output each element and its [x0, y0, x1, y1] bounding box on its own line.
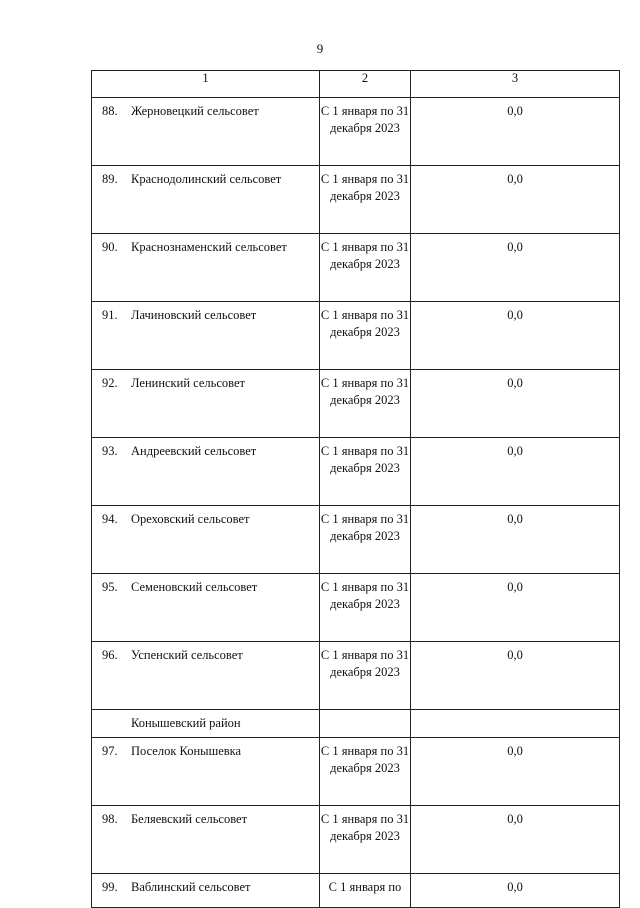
- name-cell: [92, 642, 320, 710]
- column-header-3: 3: [411, 71, 620, 98]
- municipality-name: Поселок Конышевка: [131, 744, 242, 758]
- municipality-name: Беляевский сельсовет: [131, 812, 248, 826]
- period-cell: С 1 января по 31 декабря 2023: [320, 806, 411, 874]
- period-cell: С 1 января по 31 декабря 2023: [320, 506, 411, 574]
- table-row: [92, 574, 620, 642]
- table-row: [92, 302, 620, 370]
- period-cell: С 1 января по 31 декабря 2023: [320, 642, 411, 710]
- row-number: 95.: [102, 580, 118, 594]
- period-cell: С 1 января по 31 декабря 2023: [320, 438, 411, 506]
- column-header-1: 1: [92, 71, 320, 98]
- row-number: 89.: [102, 172, 118, 186]
- row-number: 94.: [102, 512, 118, 526]
- name-cell: [92, 438, 320, 506]
- name-cell: [92, 874, 320, 908]
- value-cell: 0,0: [411, 302, 620, 370]
- name-cell: [92, 370, 320, 438]
- municipality-name: Жерновецкий сельсовет: [131, 104, 259, 118]
- value-cell: [411, 710, 620, 738]
- table-row: [92, 506, 620, 574]
- row-number: 91.: [102, 308, 118, 322]
- allocation-table: [91, 70, 620, 908]
- row-number: 88.: [102, 104, 118, 118]
- period-cell: С 1 января по 31 декабря 2023: [320, 738, 411, 806]
- row-number: 92.: [102, 376, 118, 390]
- table-row: [92, 738, 620, 806]
- group-name: Конышевский район: [131, 716, 241, 730]
- value-cell: 0,0: [411, 98, 620, 166]
- table-row: [92, 370, 620, 438]
- table-row: [92, 166, 620, 234]
- row-number: 93.: [102, 444, 118, 458]
- row-number: 99.: [102, 880, 118, 894]
- name-cell: [92, 738, 320, 806]
- name-cell: [92, 166, 320, 234]
- period-cell: С 1 января по 31 декабря 2023: [320, 574, 411, 642]
- municipality-name: Андреевский сельсовет: [131, 444, 257, 458]
- table-row: [92, 806, 620, 874]
- municipality-name: Семеновский сельсовет: [131, 580, 258, 594]
- name-cell: [92, 98, 320, 166]
- value-cell: 0,0: [411, 234, 620, 302]
- value-cell: 0,0: [411, 438, 620, 506]
- table-group-row: [92, 710, 620, 738]
- name-cell: [92, 302, 320, 370]
- period-cell: С 1 января по 31 декабря 2023: [320, 234, 411, 302]
- row-number: 97.: [102, 744, 118, 758]
- table-row: [92, 98, 620, 166]
- period-cell: С 1 января по 31 декабря 2023: [320, 370, 411, 438]
- table-body: [92, 98, 620, 908]
- name-cell: [92, 506, 320, 574]
- row-number: 96.: [102, 648, 118, 662]
- group-cell: [92, 710, 320, 738]
- page-number: 9: [316, 41, 324, 56]
- name-cell: [92, 234, 320, 302]
- period-cell: С 1 января по 31 декабря 2023: [320, 166, 411, 234]
- table-row: [92, 234, 620, 302]
- value-cell: 0,0: [411, 166, 620, 234]
- value-cell: 0,0: [411, 506, 620, 574]
- table-row: [92, 438, 620, 506]
- row-number: 90.: [102, 240, 118, 254]
- period-cell: [320, 710, 411, 738]
- value-cell: 0,0: [411, 874, 620, 908]
- municipality-name: Ваблинский сельсовет: [131, 880, 251, 894]
- period-cell: С 1 января по: [320, 874, 411, 908]
- name-cell: [92, 574, 320, 642]
- table-row: [92, 642, 620, 710]
- column-header-2: 2: [320, 71, 411, 98]
- period-cell: С 1 января по 31 декабря 2023: [320, 302, 411, 370]
- municipality-name: Успенский сельсовет: [131, 648, 243, 662]
- name-cell: [92, 806, 320, 874]
- value-cell: 0,0: [411, 738, 620, 806]
- municipality-name: Краснознаменский сельсовет: [131, 240, 287, 254]
- municipality-name: Ленинский сельсовет: [131, 376, 245, 390]
- value-cell: 0,0: [411, 806, 620, 874]
- value-cell: 0,0: [411, 642, 620, 710]
- municipality-name: Лачиновский сельсовет: [131, 308, 257, 322]
- table-header-row: [92, 71, 620, 98]
- municipality-name: Ореховский сельсовет: [131, 512, 250, 526]
- table-row: [92, 874, 620, 908]
- row-number: 98.: [102, 812, 118, 826]
- municipality-name: Краснодолинский сельсовет: [131, 172, 282, 186]
- period-cell: С 1 января по 31 декабря 2023: [320, 98, 411, 166]
- value-cell: 0,0: [411, 370, 620, 438]
- value-cell: 0,0: [411, 574, 620, 642]
